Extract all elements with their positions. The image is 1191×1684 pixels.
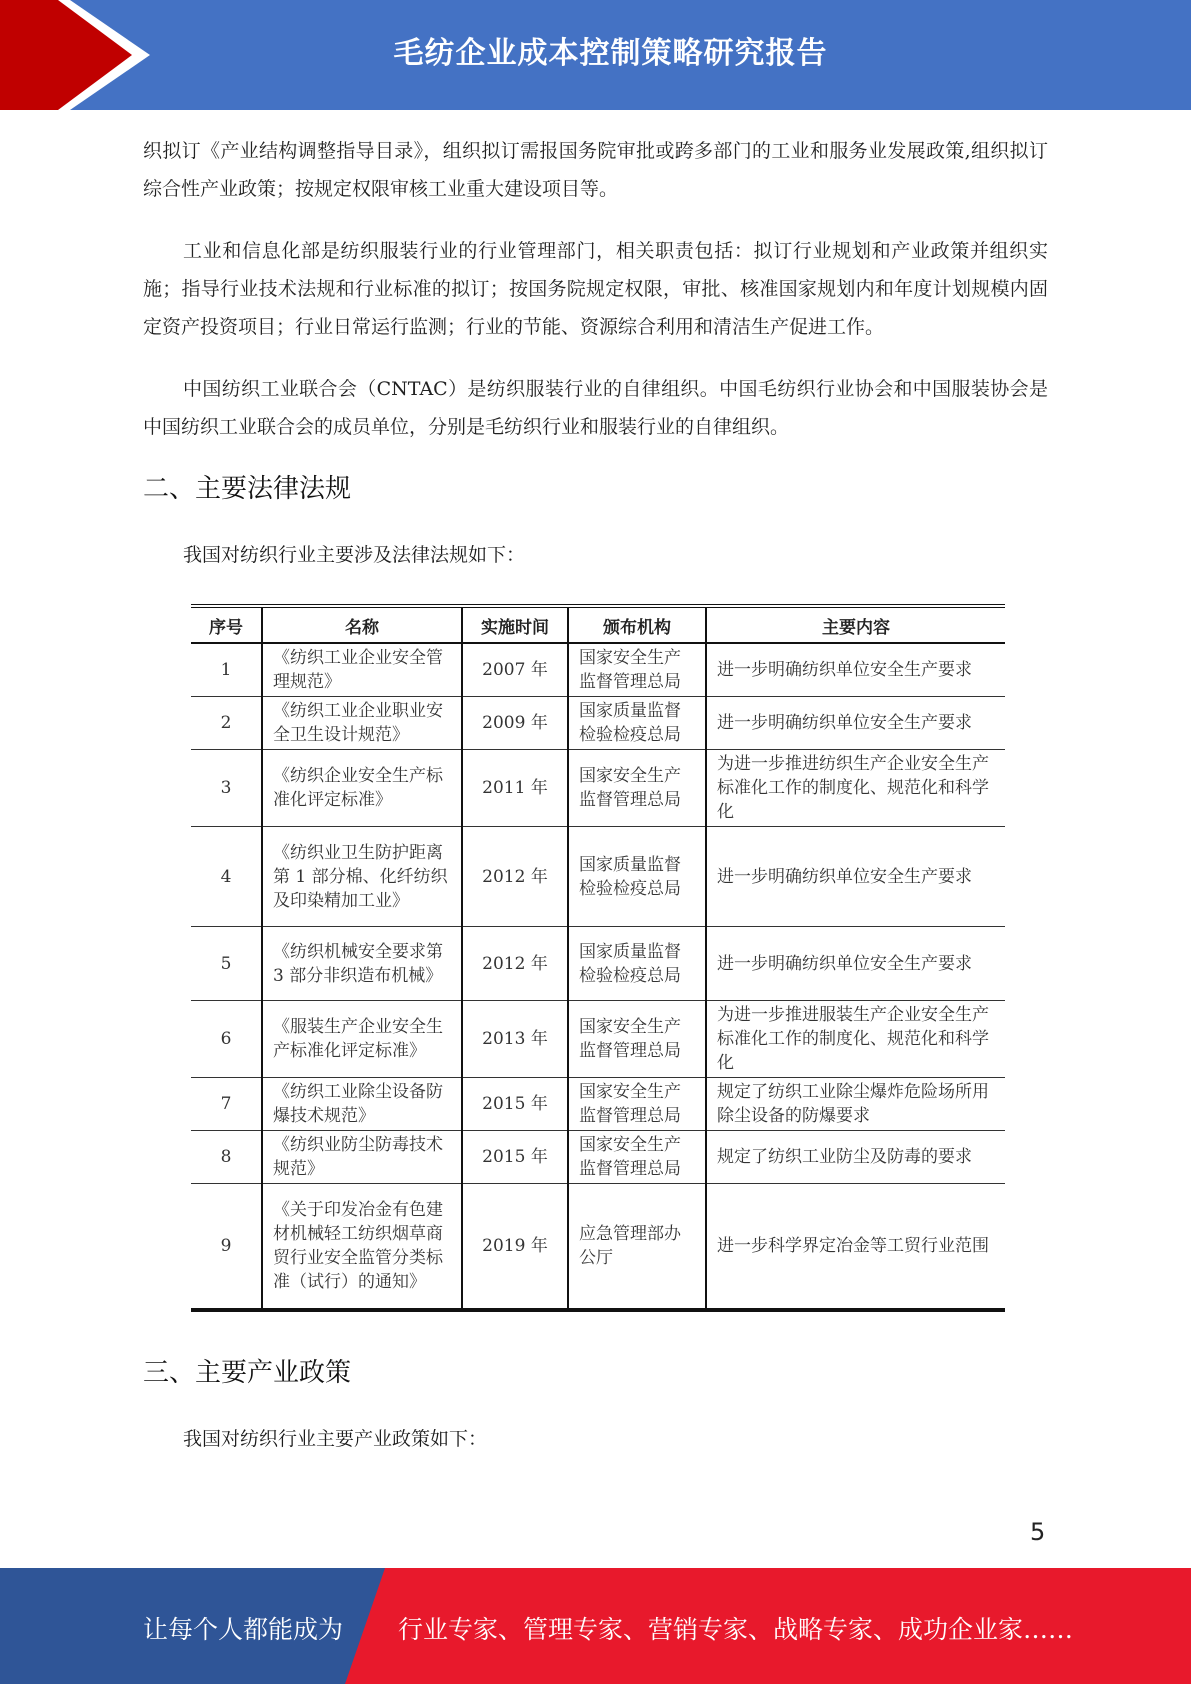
table-row <box>191 697 1005 750</box>
row-content-cell: 进一步明确纺织单位安全生产要求 <box>706 927 1005 1001</box>
header-cell-issuer: 颁布机构 <box>568 606 706 643</box>
footer-banner <box>0 1568 1191 1684</box>
row-name-cell: 《纺织业卫生防护距离第 1 部分棉、化纤纺织及印染精加工业》 <box>262 827 462 927</box>
table-row <box>191 1078 1005 1131</box>
row-year-cell: 2011 年 <box>462 750 568 827</box>
row-content-cell: 进一步明确纺织单位安全生产要求 <box>706 697 1005 750</box>
row-name-cell: 《纺织机械安全要求第 3 部分非织造布机械》 <box>262 927 462 1001</box>
footer-slogan-right: 行业专家、管理专家、营销专家、战略专家、成功企业家…… <box>398 1615 1074 1644</box>
row-name-cell: 《服装生产企业安全生产标准化评定标准》 <box>262 1001 462 1078</box>
row-number-cell: 9 <box>191 1184 262 1310</box>
row-year-cell: 2012 年 <box>462 827 568 927</box>
row-content-cell: 为进一步推进服装生产企业安全生产标准化工作的制度化、规范化和科学化 <box>706 1001 1005 1078</box>
row-name-cell: 《纺织工业企业安全管理规范》 <box>262 643 462 697</box>
row-content-cell: 规定了纺织工业除尘爆炸危险场所用除尘设备的防爆要求 <box>706 1078 1005 1131</box>
section-intro-laws: 我国对纺织行业主要涉及法律法规如下： <box>183 544 526 566</box>
row-number-cell: 8 <box>191 1131 262 1184</box>
table-row <box>191 1131 1005 1184</box>
row-content-cell: 进一步科学界定冶金等工贸行业范围 <box>706 1184 1005 1310</box>
row-year-cell: 2019 年 <box>462 1184 568 1310</box>
table-row <box>191 827 1005 927</box>
row-number-cell: 1 <box>191 643 262 697</box>
table-row <box>191 1184 1005 1310</box>
row-number-cell: 3 <box>191 750 262 827</box>
row-name-cell: 《纺织工业除尘设备防爆技术规范》 <box>262 1078 462 1131</box>
section-intro-policies: 我国对纺织行业主要产业政策如下： <box>183 1427 488 1450</box>
row-content-cell: 为进一步推进纺织生产企业安全生产标准化工作的制度化、规范化和科学化 <box>706 750 1005 827</box>
row-number-cell: 6 <box>191 1001 262 1078</box>
page-number: 5 <box>1030 1518 1046 1546</box>
row-number-cell: 5 <box>191 927 262 1001</box>
header-cell-date: 实施时间 <box>462 606 568 643</box>
section-heading-policies: 三、主要产业政策 <box>143 1357 352 1388</box>
row-year-cell: 2015 年 <box>462 1131 568 1184</box>
row-year-cell: 2013 年 <box>462 1001 568 1078</box>
footer-slogan-left: 让每个人都能成为 <box>143 1615 344 1644</box>
table-row <box>191 750 1005 827</box>
row-number-cell: 2 <box>191 697 262 750</box>
header-cell-content: 主要内容 <box>706 606 1005 643</box>
row-year-cell: 2009 年 <box>462 697 568 750</box>
row-number-cell: 4 <box>191 827 262 927</box>
section-heading-laws: 二、主要法律法规 <box>143 474 352 504</box>
row-content-cell: 规定了纺织工业防尘及防毒的要求 <box>706 1131 1005 1184</box>
row-issuer-cell: 国家安全生产监督管理总局 <box>568 750 706 827</box>
row-issuer-cell: 国家安全生产监督管理总局 <box>568 643 706 697</box>
table-row <box>191 643 1005 697</box>
row-content-cell: 进一步明确纺织单位安全生产要求 <box>706 643 1005 697</box>
paragraph-2: 工业和信息化部是纺织服装行业的行业管理部门，相关职责包括：拟订行业规划和产业政策并组织实施；指导行业技术法规和行业标准的拟订；按国务院规定权限，审批、核准国家规划内和年度计划规模内固定资产投资项目；行业日常运行监测；行业的节能、资源综合利用和清洁生产促进工作。 <box>143 240 1048 338</box>
table-row <box>191 1001 1005 1078</box>
row-issuer-cell: 国家安全生产监督管理总局 <box>568 1078 706 1131</box>
paragraph-1: 织拟订《产业结构调整指导目录》，组织拟订需报国务院审批或跨多部门的工业和服务业发展政策,组织拟订综合性产业政策；按规定权限审核工业重大建设项目等。 <box>143 140 1048 200</box>
row-issuer-cell: 国家安全生产监督管理总局 <box>568 1131 706 1184</box>
row-issuer-cell: 应急管理部办公厅 <box>568 1184 706 1310</box>
row-issuer-cell: 国家质量监督检验检疫总局 <box>568 927 706 1001</box>
header-cell-no: 序号 <box>191 606 262 643</box>
row-issuer-cell: 国家安全生产监督管理总局 <box>568 1001 706 1078</box>
table-header-row <box>191 606 1005 643</box>
row-content-cell: 进一步明确纺织单位安全生产要求 <box>706 827 1005 927</box>
report-title: 毛纺企业成本控制策略研究报告 <box>393 36 828 71</box>
header-cell-name: 名称 <box>262 606 462 643</box>
laws-table <box>191 604 1005 1312</box>
row-year-cell: 2015 年 <box>462 1078 568 1131</box>
header-banner <box>0 0 1191 110</box>
row-year-cell: 2007 年 <box>462 643 568 697</box>
paragraph-3: 中国纺织工业联合会（CNTAC）是纺织服装行业的自律组织。中国毛纺织行业协会和中国服装协会是中国纺织工业联合会的成员单位，分别是毛纺织行业和服装行业的自律组织。 <box>143 378 1048 438</box>
row-issuer-cell: 国家质量监督检验检疫总局 <box>568 697 706 750</box>
row-name-cell: 《关于印发冶金有色建材机械轻工纺织烟草商贸行业安全监管分类标准（试行）的通知》 <box>262 1184 462 1310</box>
row-number-cell: 7 <box>191 1078 262 1131</box>
row-year-cell: 2012 年 <box>462 927 568 1001</box>
row-name-cell: 《纺织业防尘防毒技术规范》 <box>262 1131 462 1184</box>
row-name-cell: 《纺织企业安全生产标准化评定标准》 <box>262 750 462 827</box>
table-row <box>191 927 1005 1001</box>
row-issuer-cell: 国家质量监督检验检疫总局 <box>568 827 706 927</box>
row-name-cell: 《纺织工业企业职业安全卫生设计规范》 <box>262 697 462 750</box>
page-content <box>143 132 1048 1488</box>
